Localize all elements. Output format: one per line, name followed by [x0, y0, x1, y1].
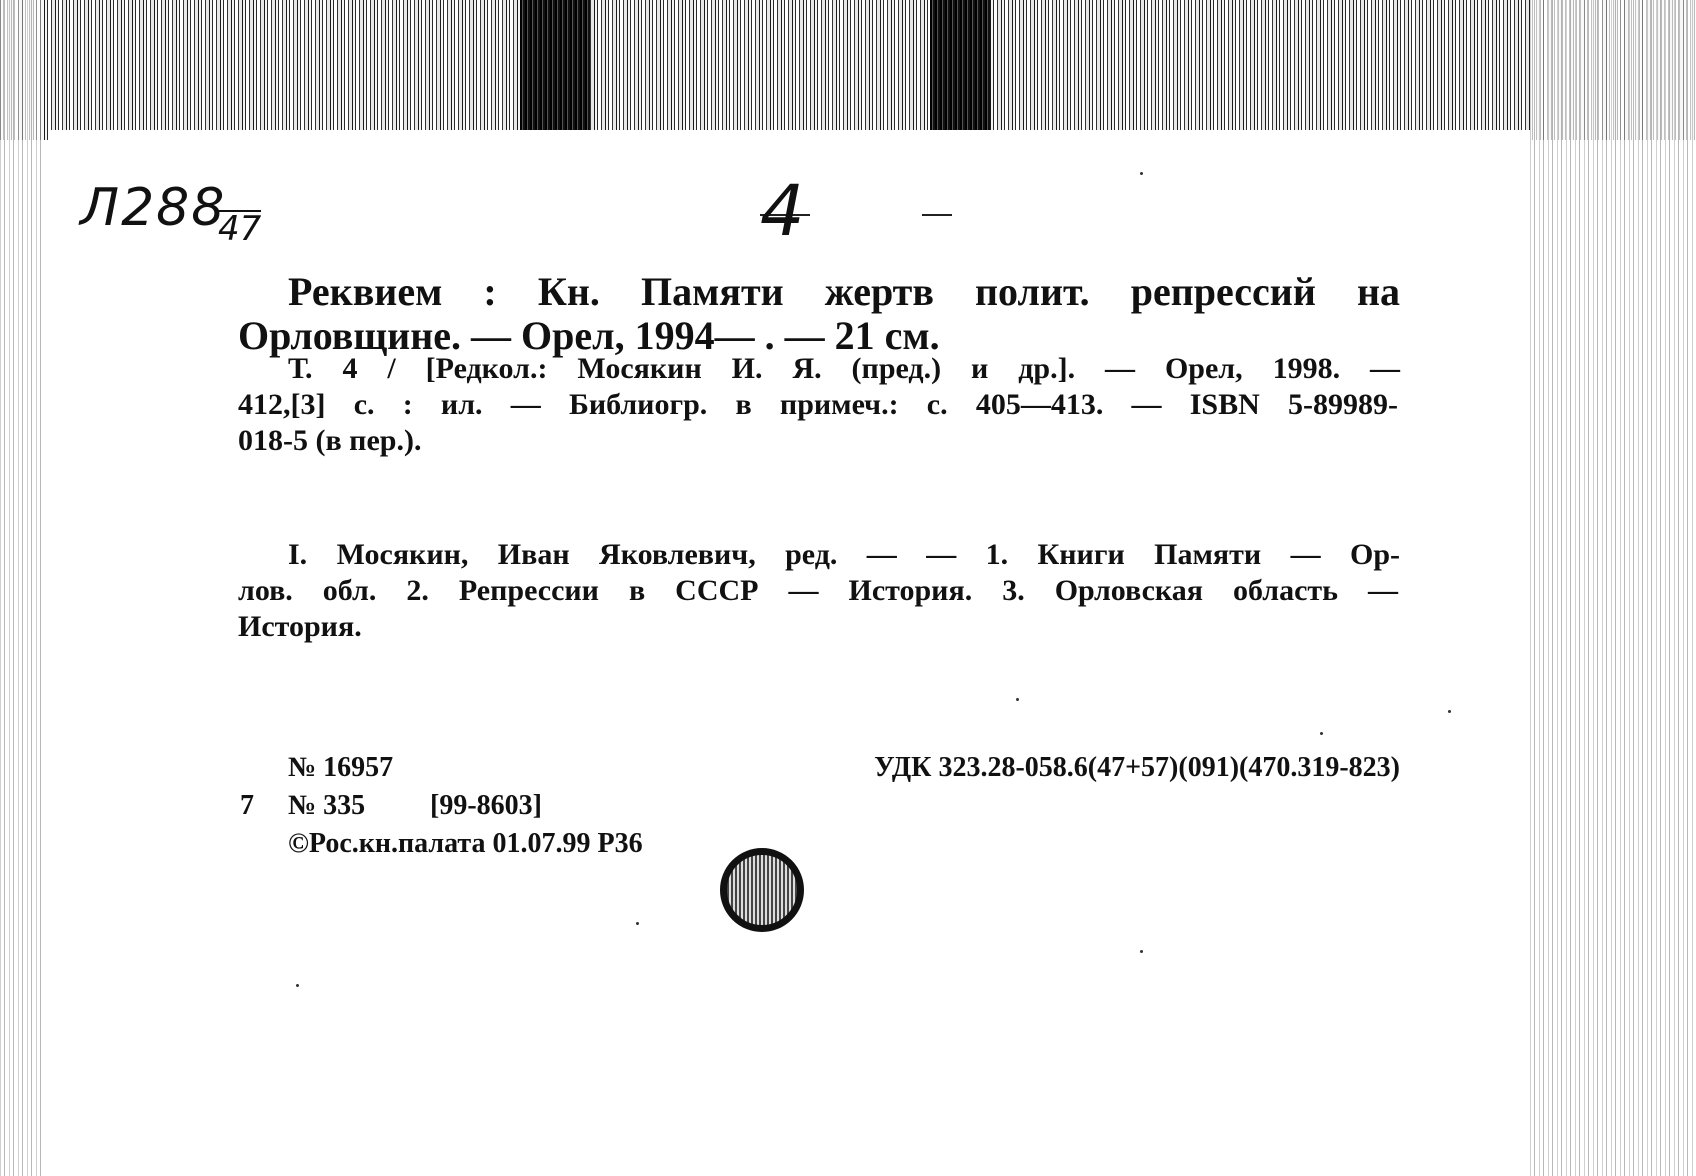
scan-speck [1320, 732, 1323, 735]
scan-speck [1448, 710, 1451, 713]
scan-noise-dense [930, 0, 990, 140]
subjects-line-3: История. [238, 610, 362, 643]
scan-speck [636, 922, 639, 925]
scan-speck [296, 984, 299, 987]
description-line-2: 412,[3] с. : ил. — Библиогр. в примеч.: с. 405—413. — ISBN 5-89989- [238, 388, 1398, 421]
description-line-3: 018-5 (в пер.). [238, 424, 422, 457]
description-line-1: Т. 4 / [Редкол.: Мосякин И. Я. (пред.) и др.]. — Орел, 1998. — [288, 352, 1400, 385]
page-mark: 4 [760, 170, 805, 252]
title-line-2: Орловщине. — Орел, 1994— . — 21 см. [238, 313, 940, 358]
copyright-line: ©Рос.кн.палата 01.07.99 Р36 [288, 828, 643, 859]
shelf-mark-sub: 47 [218, 209, 262, 249]
scan-noise-dense [520, 0, 590, 140]
prefix-number: 7 [240, 790, 254, 821]
scan-speck [1016, 698, 1019, 701]
subjects-line-2: лов. обл. 2. Репрессии в СССР — История. 3. Орловская область — [238, 574, 1398, 607]
scan-speck [1140, 172, 1143, 175]
record-number: № 16957 [288, 752, 394, 783]
shelf-mark: Л288 [80, 178, 227, 238]
udk-code: УДК 323.28-058.6(47+57)(091)(470.319-823) [874, 752, 1400, 783]
scan-speck [1140, 950, 1143, 953]
punch-hole-stamp [720, 848, 804, 932]
registration-code: [99-8603] [430, 790, 542, 821]
scan-edge-left [0, 0, 44, 1176]
scan-noise-band [0, 0, 1696, 140]
title-line-1: Реквием : Кн. Памяти жертв полит. репрессий на [288, 269, 1400, 314]
subjects-line-1: I. Мосякин, Иван Яковлевич, ред. — — 1. Книги Памяти — Ор- [288, 538, 1400, 571]
page-mark-dash-right [922, 214, 952, 216]
scan-edge-right [1530, 0, 1696, 1176]
card-number: № 335 [288, 790, 366, 821]
